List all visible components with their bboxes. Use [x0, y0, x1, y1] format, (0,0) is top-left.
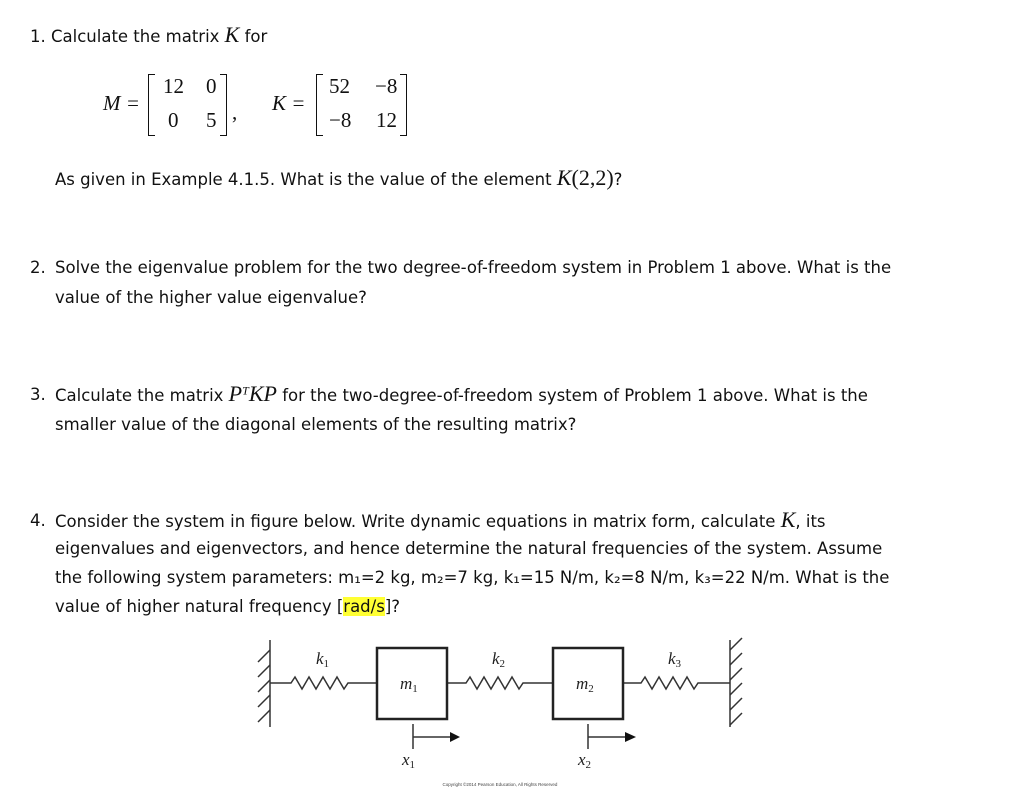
document-page: 1. Calculate the matrix K for M = 12 0 0 5 , K = 52 −8 −8 12 As given in Example 4.1.5. What is the value of the element K(2,2)? 2. Solve the eigenvalue problem for the two degree-of-freedom system in Problem 1 above. What is the value of the higher value eigenvalue? 3. Calculate the matrix $P^TKP$ for the two-degree-of-freedom system of Problem 1 above. What is the smaller value of the diagonal elements of the resulting matrix? 4. Consider the system in figure below. Write dynamic equations in matrix form, calculate K, its eigenvalues and eigenvectors, and hence determine the natural frequencies of the system. Assume the following system parameters: m₁=2 kg, m₂=7 kg, k₁=15 N/m, k₂=8 N/m, k₃=22 N/m. What is the value of higher natural frequency [rad/s]? k1 k2 k3 m1 m2 x1 x2 Copyright ©2014 Pearson Education, All Rights Reserved [0, 0, 1024, 809]
x1-arrow [413, 724, 450, 749]
copyright-notice: Copyright ©2014 Pearson Education, All Rights Reserved [442, 782, 558, 787]
spring-k2 [447, 677, 553, 689]
svg-text:x2: x2 [578, 750, 592, 771]
svg-text:m2: m2 [576, 674, 594, 695]
highlighted-unit: rad/s [343, 597, 385, 616]
spring-k1 [270, 677, 377, 689]
question-1-text: As given in Example 4.1.5. What is the value of the element K(2,2)? [55, 165, 623, 190]
svg-text:k1: k1 [316, 649, 330, 670]
svg-text:x1: x1 [402, 750, 416, 771]
svg-text:m1: m1 [400, 674, 418, 695]
question-1-heading: 1. Calculate the matrix K for [30, 22, 268, 47]
x2-arrow [588, 724, 625, 749]
spring-k3 [623, 677, 730, 689]
svg-text:k2: k2 [492, 649, 506, 670]
svg-text:k3: k3 [668, 649, 682, 670]
